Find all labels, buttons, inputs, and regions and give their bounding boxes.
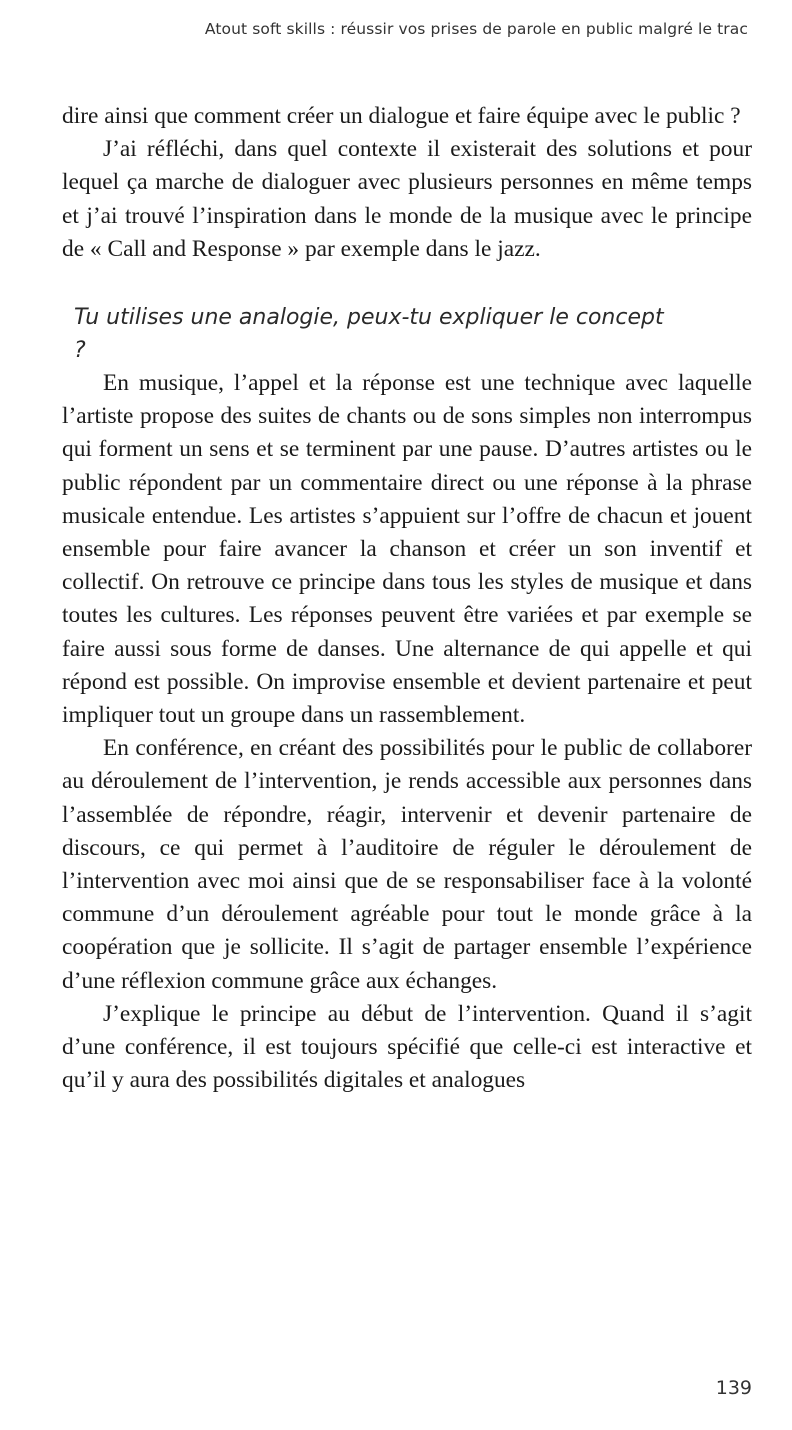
paragraph-continued: dire ainsi que comment créer un dialogue et faire équipe avec le public ? [62,103,741,129]
paragraph-inspiration: J’ai réfléchi, dans quel contexte il existerait des solutions et pour lequel ça marche de dialoguer avec plusieurs personnes en même temps et j’ai trouvé l’inspiration dans le monde de la musique avec le principe de « Call and Response » par exemple dans le jazz. [62,136,752,262]
paragraph-music-analogy: En musique, l’appel et la réponse est une technique avec laquelle l’artiste propose des suites de chants ou de sons simples non interrompus qui forment un sens et se terminent par une pause. D’autres artistes ou le public répondent par un commentaire direct ou une réponse à la phrase musicale entendue. Les artistes s’appuient sur l’offre de chacun et jouent ensemble pour faire avancer la chanson et créer un son inventif et collectif. On retrouve ce principe dans tous les styles de musique et dans toutes les cultures. Les réponses peuvent être variées et par exemple se faire aussi sous forme de danses. Une alternance de qui appelle et qui répond est possible. On improvise ensemble et devient partenaire et peut impliquer tout un groupe dans un rassemblement. [62,370,752,729]
running-header: Atout soft skills : réussir vos prises de parole en public malgré le trac [204,20,748,38]
page-body [62,100,752,1097]
paragraph-explanation: J’explique le principe au début de l’intervention. Quand il s’agit d’une conférence, il est toujours spécifié que celle-ci est interactive et qu’il y aura des possibilités digitales et analogues [62,1000,752,1094]
interview-question: Tu utilises une analogie, peux-tu expliquer le concept ? [74,305,664,364]
paragraph-conference: En conférence, en créant des possibilités pour le public de collaborer au déroulement de l’intervention, je rends accessible aux personnes dans l’assemblée de répondre, réagir, intervenir et devenir partenaire de discours, ce qui permet à l’auditoire de réguler le déroulement de l’intervention avec moi ainsi que de se responsabiliser face à la volonté commune d’un déroulement agréable pour tout le monde grâce à la coopération que je sollicite. Il s’agit de partager ensemble l’expérience d’une réflexion commune grâce aux échanges. [62,735,752,994]
page-number: 139 [715,1377,752,1399]
